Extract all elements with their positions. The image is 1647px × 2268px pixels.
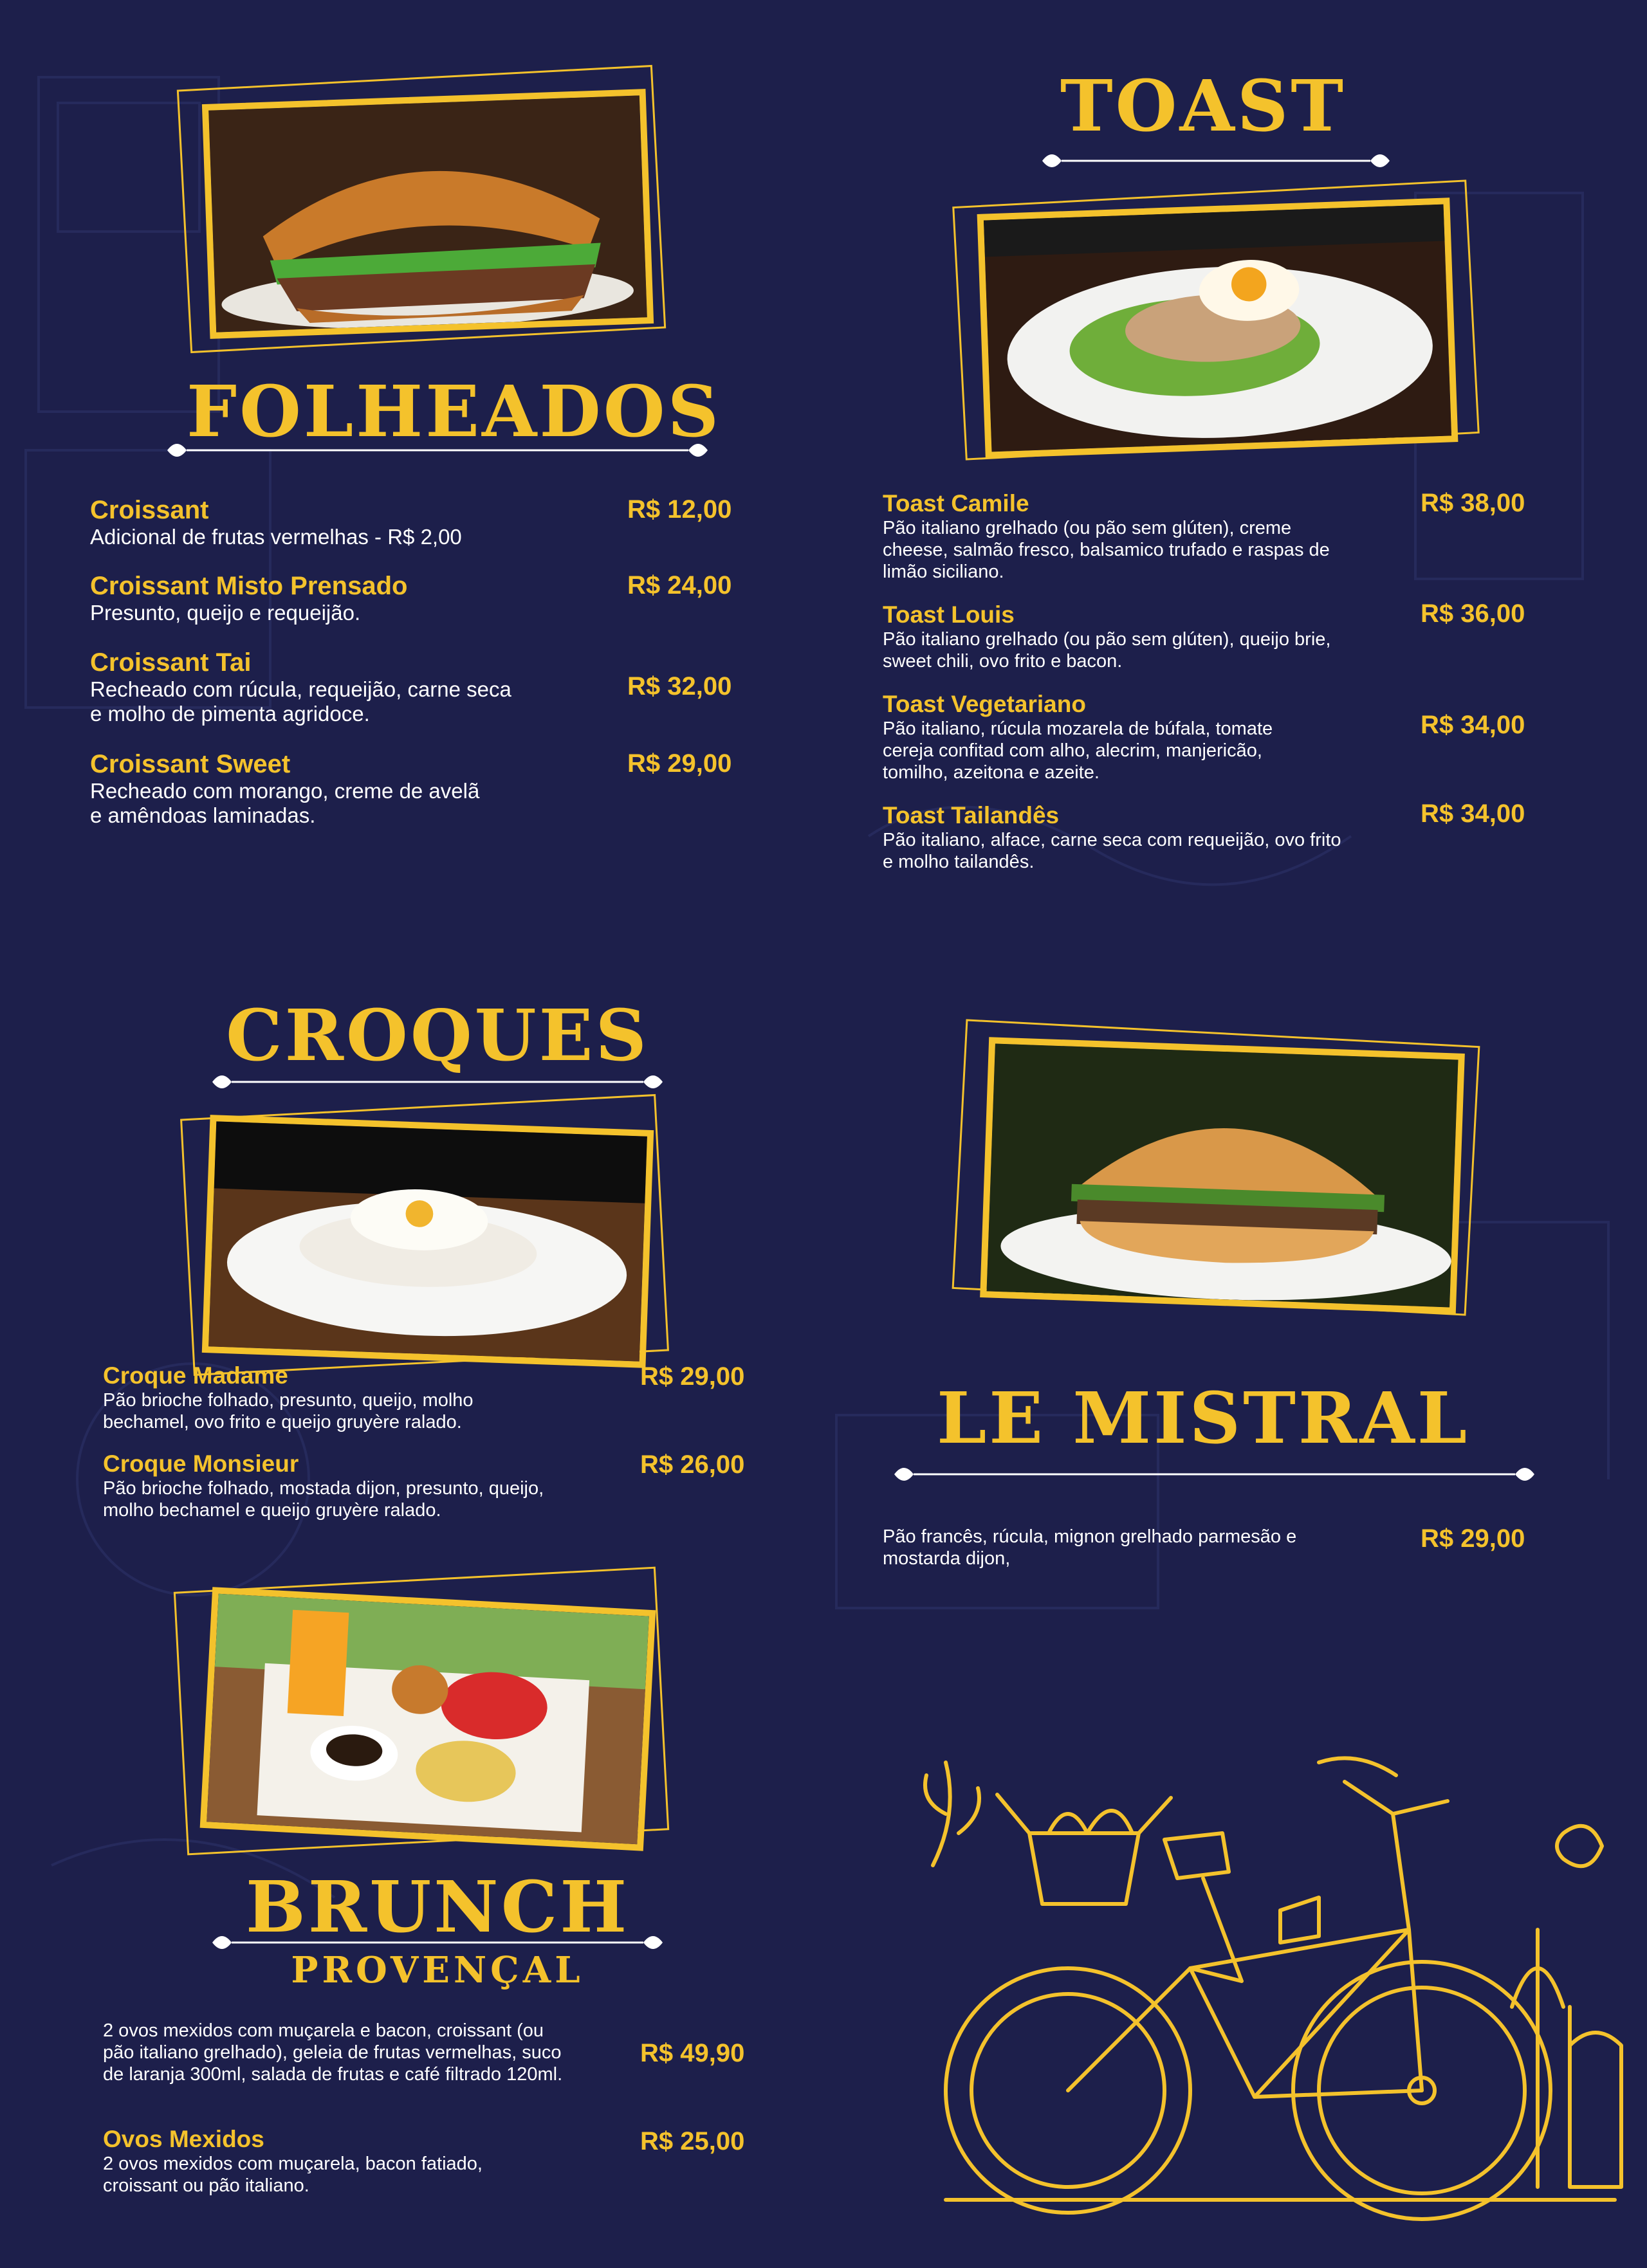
item-description: Pão italiano, rúcula mozarela de búfala, tomate cereja confitad com alho, alecrim, manjericão, tomilho, azeitona e azeite.	[883, 718, 1273, 783]
croque-photo	[202, 1115, 654, 1368]
ornament-divider	[206, 1069, 669, 1095]
item-price: R$ 49,90	[640, 2039, 745, 2067]
item-description: Adicional de frutas vermelhas - R$ 2,00	[90, 525, 462, 549]
menu-item	[883, 802, 1346, 873]
item-price: R$ 24,00	[627, 571, 732, 599]
menu-item	[103, 2126, 553, 2197]
bicycle-illustration	[920, 1737, 1634, 2226]
item-price: R$ 25,00	[640, 2127, 745, 2155]
menu-item	[883, 601, 1333, 672]
ornament-divider	[888, 1461, 1541, 1487]
item-description: 2 ovos mexidos com muçarela, bacon fatiado, croissant ou pão italiano.	[103, 2154, 483, 2196]
croques-title: CROQUES	[226, 994, 649, 1077]
menu-item	[883, 691, 1320, 783]
item-description: Pão brioche folhado, presunto, queijo, molho bechamel, ovo frito e queijo gruyère ralado.	[103, 1390, 474, 1432]
menu-item	[103, 2020, 566, 2085]
item-name: Ovos Mexidos	[103, 2126, 264, 2152]
brunch-title: BRUNCH	[245, 1865, 630, 1948]
menu-item	[90, 648, 515, 726]
item-price: R$ 36,00	[1421, 599, 1525, 628]
item-description: Pão italiano grelhado (ou pão sem glúten), queijo brie, sweet chili, ovo frito e bacon.	[883, 629, 1331, 672]
item-description: 2 ovos mexidos com muçarela e bacon, croissant (ou pão italiano grelhado), geleia de frutas vermelhas, suco de laranja 300ml, salada de frutas e café filtrado 120ml.	[103, 2020, 563, 2085]
item-price: R$ 34,00	[1421, 800, 1525, 828]
item-name: Croque Monsieur	[103, 1450, 299, 1477]
item-price: R$ 26,00	[640, 1450, 745, 1479]
menu-item	[883, 490, 1346, 583]
ornament-divider	[1036, 148, 1396, 174]
le-mistral-title: LE MISTRAL	[936, 1376, 1470, 1459]
item-price: R$ 29,00	[627, 749, 732, 778]
item-price: R$ 12,00	[627, 495, 732, 524]
item-price: R$ 32,00	[627, 672, 732, 700]
item-price: R$ 34,00	[1421, 711, 1525, 739]
brunch-subtitle: PROVENÇAL	[291, 1949, 584, 1991]
item-name: Toast Vegetariano	[883, 691, 1086, 717]
menu-item	[90, 749, 489, 828]
item-price: R$ 29,00	[1421, 1524, 1525, 1553]
item-name: Croissant Tai	[90, 648, 252, 677]
item-description: Pão italiano, alface, carne seca com requeijão, ovo frito e molho tailandês.	[883, 830, 1341, 872]
item-description: Pão italiano grelhado (ou pão sem glúten), creme cheese, salmão fresco, balsamico trufado e raspas de limão siciliano.	[883, 518, 1330, 582]
item-description: Pão francês, rúcula, mignon grelhado parmesão e mostarda dijon,	[883, 1526, 1297, 1569]
item-name: Croissant Misto Prensado	[90, 572, 408, 600]
item-name: Toast Tailandês	[883, 802, 1060, 828]
ornament-divider	[161, 437, 714, 463]
item-name: Toast Camile	[883, 490, 1029, 517]
item-name: Toast Louis	[883, 601, 1015, 628]
item-name: Croissant	[90, 496, 209, 524]
item-price: R$ 29,00	[640, 1362, 745, 1391]
item-description: Pão brioche folhado, mostada dijon, presunto, queijo, molho bechamel e queijo gruyère ralado.	[103, 1478, 544, 1521]
menu-item	[90, 571, 540, 625]
folheados-title: FOLHEADOS	[187, 370, 722, 453]
menu-item	[103, 1362, 540, 1433]
item-description: Presunto, queijo e requeijão.	[90, 601, 361, 625]
toast-title: TOAST	[1060, 64, 1347, 147]
menu-item	[883, 1526, 1346, 1569]
item-description: Recheado com rúcula, requeijão, carne seca e molho de pimenta agridoce.	[90, 677, 511, 726]
item-name: Croissant Sweet	[90, 750, 291, 778]
croissant-photo	[202, 89, 654, 339]
item-description: Recheado com morango, creme de avelã e amêndoas laminadas.	[90, 779, 480, 827]
item-price: R$ 38,00	[1421, 489, 1525, 517]
brunch-photo	[200, 1587, 656, 1851]
sandwich-photo	[980, 1037, 1465, 1314]
menu-item	[90, 495, 540, 549]
menu-item	[103, 1450, 553, 1521]
item-name: Croque Madame	[103, 1362, 288, 1389]
toast-photo	[977, 197, 1458, 458]
